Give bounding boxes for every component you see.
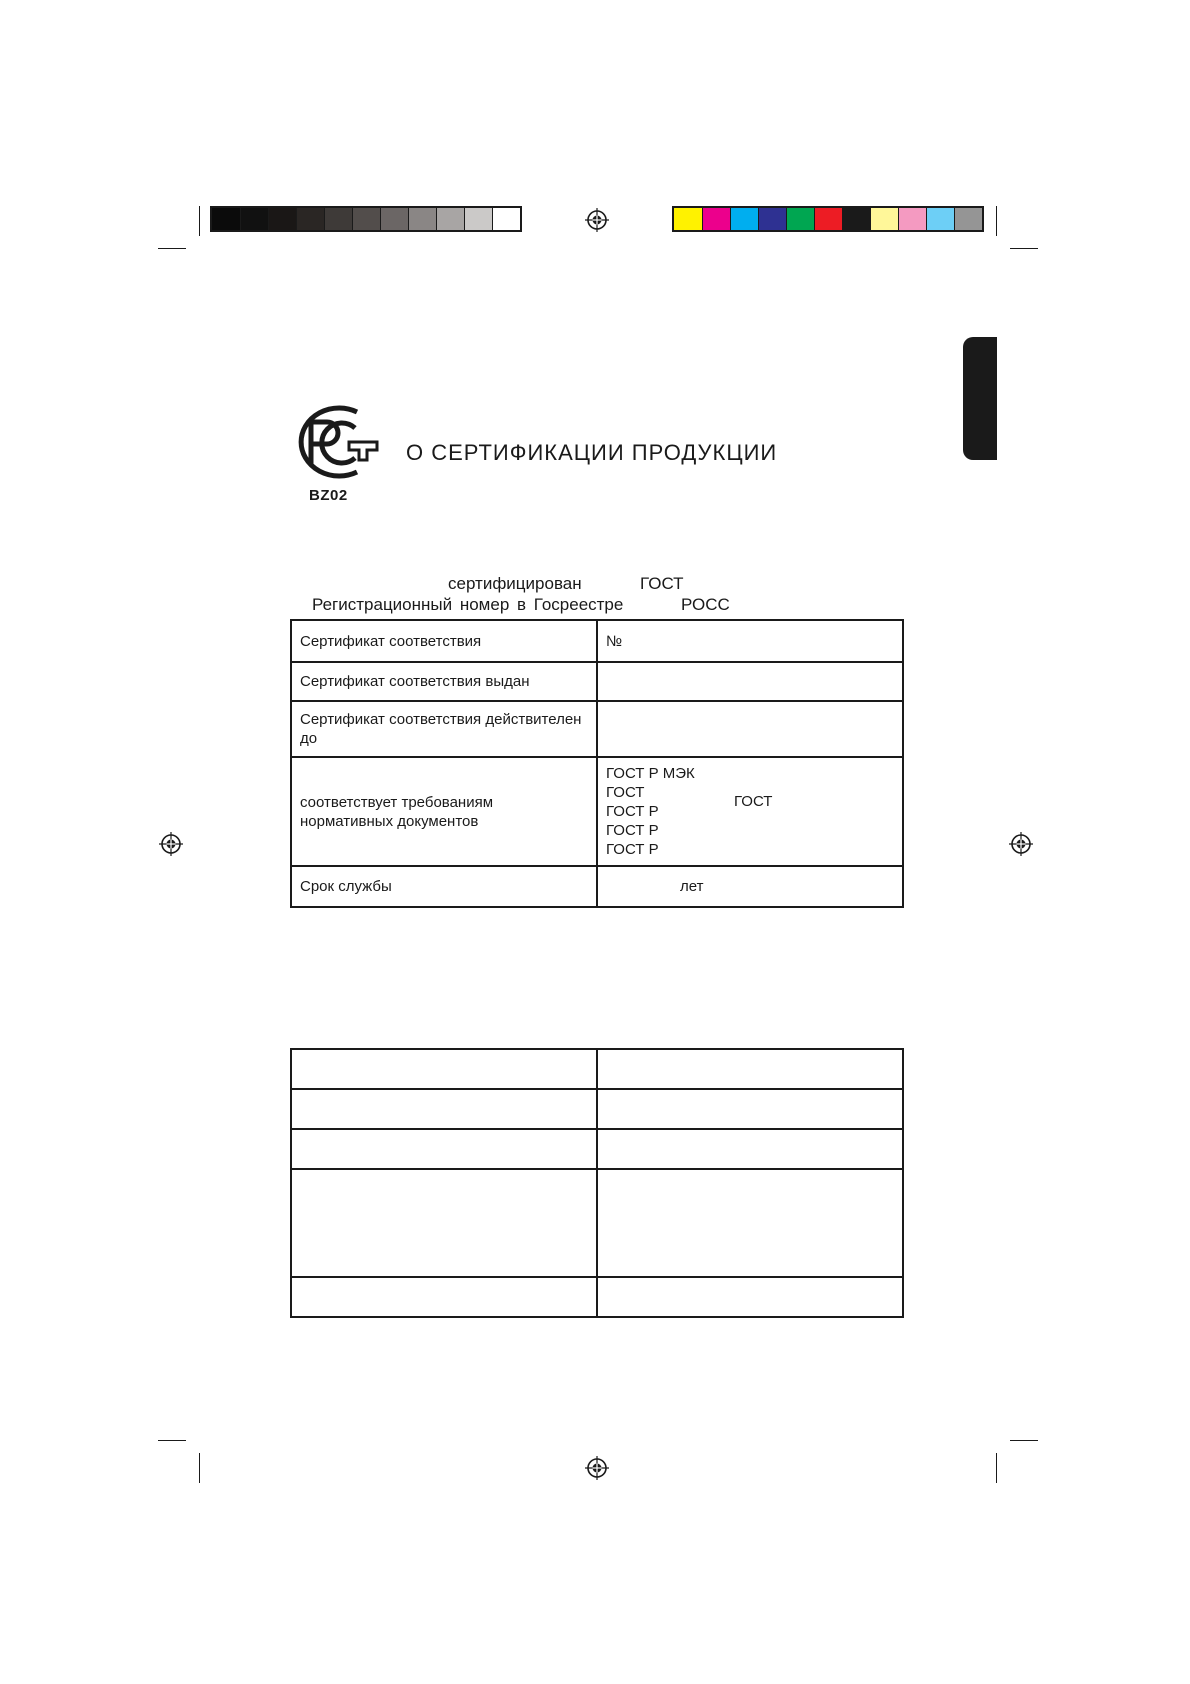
registration-mark-bottom-icon: [584, 1455, 610, 1481]
crop-mark-bottom-left-v: [199, 1453, 200, 1483]
crop-mark-top-left-v: [199, 206, 200, 236]
page-title: О СЕРТИФИКАЦИИ ПРОДУКЦИИ: [406, 440, 778, 465]
registration-mark-left-icon: [158, 831, 184, 857]
crop-mark-bottom-right-v: [996, 1453, 997, 1483]
certificate-table: [290, 619, 904, 908]
table-row: [291, 1277, 903, 1317]
rst-certification-logo-icon: [287, 402, 387, 482]
table-cell: [597, 1049, 903, 1089]
gost-standards-list: [606, 764, 894, 859]
process-swatch-7: [842, 208, 870, 230]
cert-issued-value: [597, 662, 903, 701]
table-cell: [291, 1129, 597, 1169]
process-swatch-1: [674, 208, 702, 230]
gray-swatch-7: [380, 208, 408, 230]
gray-swatch-6: [352, 208, 380, 230]
table-row: [291, 620, 903, 662]
process-swatch-4: [758, 208, 786, 230]
table-row: [291, 757, 903, 866]
table-cell: [597, 1089, 903, 1129]
cert-valid-until-label: Сертификат соответствия действителен до: [291, 701, 597, 757]
section-side-tab: [963, 337, 997, 460]
table-row: [291, 1089, 903, 1129]
gost-line: ГОСТ Р МЭК: [606, 765, 695, 782]
table-row: [291, 866, 903, 907]
service-life-label: Срок службы: [291, 866, 597, 907]
gost-line: ГОСТ Р: [606, 803, 659, 820]
crop-mark-top-left-h: [158, 248, 186, 249]
table-row: [291, 1169, 903, 1277]
cert-issued-label: Сертификат соответствия выдан: [291, 662, 597, 701]
intro-gost: ГОСТ: [640, 574, 684, 593]
table-row: [291, 662, 903, 701]
table-cell: [291, 1049, 597, 1089]
process-swatch-11: [954, 208, 982, 230]
intro-reg-number: Регистрационный номер в Госреестре: [312, 595, 624, 614]
gost-extra: ГОСТ: [734, 793, 773, 810]
process-swatch-3: [730, 208, 758, 230]
grayscale-color-bar: [210, 206, 522, 232]
cert-valid-until-value: [597, 701, 903, 757]
cert-number-value: №: [597, 620, 903, 662]
intro-ross: РОСС: [681, 595, 730, 614]
process-swatch-5: [786, 208, 814, 230]
crop-mark-top-right-h: [1010, 248, 1038, 249]
process-swatch-6: [814, 208, 842, 230]
gray-swatch-9: [436, 208, 464, 230]
gray-swatch-5: [324, 208, 352, 230]
table-row: [291, 701, 903, 757]
registration-mark-right-icon: [1008, 831, 1034, 857]
gost-line: ГОСТ Р: [606, 822, 659, 839]
service-life-value: лет: [597, 866, 903, 907]
gost-line: ГОСТ Р: [606, 841, 659, 858]
gost-line: ГОСТ: [606, 784, 645, 801]
gray-swatch-10: [464, 208, 492, 230]
process-swatch-9: [898, 208, 926, 230]
cert-label: Сертификат соответствия: [291, 620, 597, 662]
table-cell: [291, 1277, 597, 1317]
table-cell: [291, 1169, 597, 1277]
crop-mark-top-right-v: [996, 206, 997, 236]
blank-table: [290, 1048, 904, 1318]
process-swatch-2: [702, 208, 730, 230]
logo-code: BZ02: [309, 487, 348, 504]
requirements-label: соответствует требованиям нормативных документов: [291, 757, 597, 866]
table-cell: [597, 1277, 903, 1317]
table-row: [291, 1049, 903, 1089]
process-color-bar: [672, 206, 984, 232]
gray-swatch-2: [240, 208, 268, 230]
crop-mark-bottom-left-h: [158, 1440, 186, 1441]
gray-swatch-11: [492, 208, 520, 230]
registration-mark-top-icon: [584, 207, 610, 233]
gost-standards-cell: [597, 757, 903, 866]
gray-swatch-8: [408, 208, 436, 230]
process-swatch-8: [870, 208, 898, 230]
table-cell: [597, 1129, 903, 1169]
crop-mark-bottom-right-h: [1010, 1440, 1038, 1441]
table-cell: [291, 1089, 597, 1129]
gray-swatch-1: [212, 208, 240, 230]
table-row: [291, 1129, 903, 1169]
gray-swatch-3: [268, 208, 296, 230]
gray-swatch-4: [296, 208, 324, 230]
table-cell: [597, 1169, 903, 1277]
intro-certified: сертифицирован: [448, 574, 582, 593]
process-swatch-10: [926, 208, 954, 230]
